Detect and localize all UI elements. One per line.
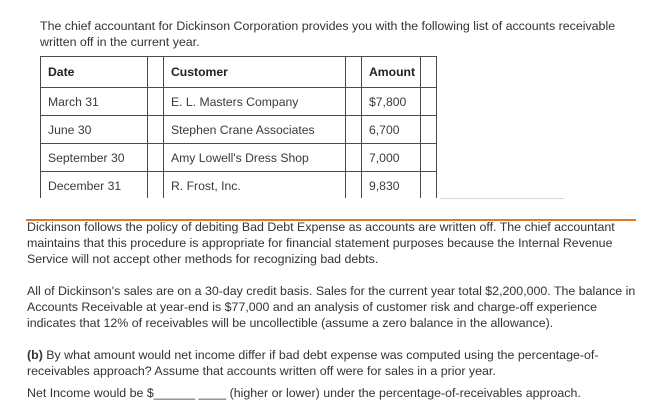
- frame-divider: [440, 198, 564, 199]
- column-spacer: [346, 144, 362, 172]
- answer-suffix: (higher or lower) under the percentage-of-receivables approach.: [226, 386, 581, 400]
- table-row: [41, 172, 437, 200]
- policy-paragraph: Dickinson follows the policy of debiting Bad Debt Expense as accounts are written off. The chief accountant maintains that this procedure is appropriate for financial statement purposes because the Internal Revenue Service will not accept other methods for recognizing bad debts.: [27, 220, 615, 266]
- header-date: Date: [41, 57, 148, 88]
- column-spacer: [421, 144, 437, 172]
- header-amount: Amount: [362, 57, 421, 88]
- table-row: [41, 88, 437, 116]
- row-date: September 30: [41, 144, 148, 172]
- row-date: December 31: [41, 172, 148, 200]
- column-spacer: [421, 57, 437, 88]
- higher-lower-blank[interactable]: ____: [198, 386, 227, 400]
- net-income-amount-blank[interactable]: ______: [153, 386, 196, 400]
- header-customer: Customer: [164, 57, 346, 88]
- column-spacer: [346, 116, 362, 144]
- column-spacer: [148, 172, 164, 200]
- table-row: [41, 144, 437, 172]
- row-amount: 7,000: [362, 144, 421, 172]
- row-customer: R. Frost, Inc.: [164, 172, 346, 200]
- question-text: By what amount would net income differ if bad debt expense was computed using the percentage-of-receivables approach? Assume that accounts written off were for sales in a prior year.: [27, 348, 599, 378]
- intro-text: The chief accountant for Dickinson Corporation provides you with the following list of accounts receivable written off in the current year.: [40, 19, 616, 49]
- column-spacer: [148, 116, 164, 144]
- row-date: June 30: [41, 116, 148, 144]
- column-spacer: [148, 88, 164, 116]
- column-spacer: [421, 172, 437, 200]
- answer-line: [27, 385, 639, 401]
- column-spacer: [421, 116, 437, 144]
- answer-prefix: Net Income would be $: [27, 386, 154, 400]
- table-row: [41, 116, 437, 144]
- row-date: March 31: [41, 88, 148, 116]
- row-customer: Stephen Crane Associates: [164, 116, 346, 144]
- column-spacer: [346, 172, 362, 200]
- column-spacer: [346, 57, 362, 88]
- row-customer: Amy Lowell's Dress Shop: [164, 144, 346, 172]
- column-spacer: [346, 88, 362, 116]
- row-customer: E. L. Masters Company: [164, 88, 346, 116]
- row-amount: 9,830: [362, 172, 421, 200]
- table-cutoff: [40, 198, 460, 210]
- column-spacer: [421, 88, 437, 116]
- table-header-row: [41, 57, 437, 88]
- column-spacer: [148, 144, 164, 172]
- accounts-written-off-table: [40, 56, 437, 200]
- row-amount: 6,700: [362, 116, 421, 144]
- question-label: (b): [27, 348, 43, 362]
- row-amount: $7,800: [362, 88, 421, 116]
- question-b: [27, 347, 639, 379]
- sales-paragraph: All of Dickinson's sales are on a 30-day credit basis. Sales for the current year total $2,200,000. The balance in Accounts Receivable at year-end is $77,000 and an analysis of customer risk and charge-off experience indicates that 12% of receivables will be uncollectible (assume a zero balance in the allowance).: [27, 284, 636, 330]
- column-spacer: [148, 57, 164, 88]
